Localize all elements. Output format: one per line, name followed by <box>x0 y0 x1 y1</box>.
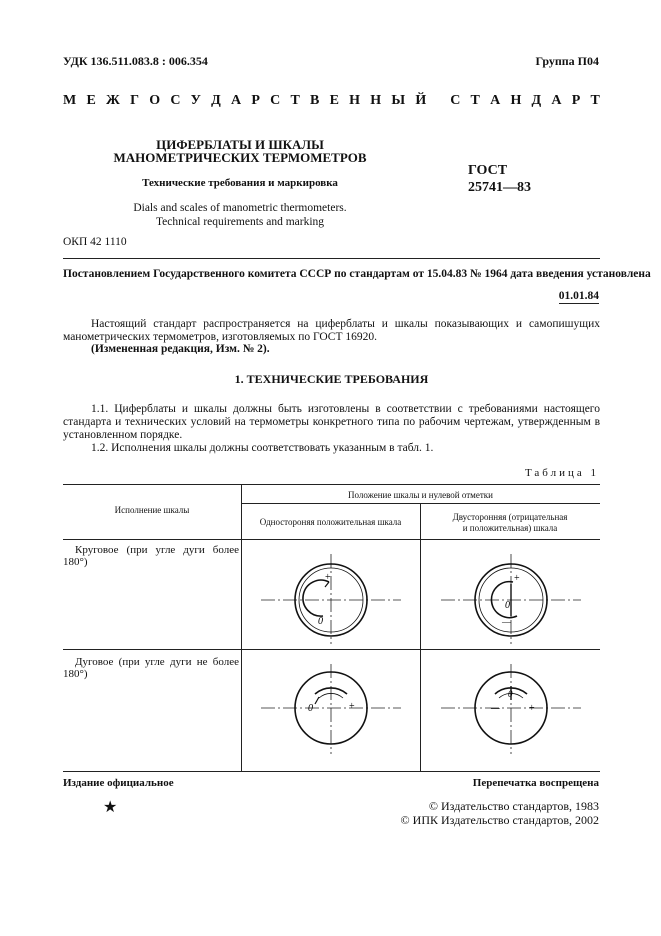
banner-letter: А <box>551 93 562 108</box>
clause-1-2: 1.2. Исполнения шкалы должны соответствовать указанным в табл. 1. <box>91 442 434 454</box>
reprint-prohibited: Перепечатка воспрещена <box>472 777 599 789</box>
section-title: 1. ТЕХНИЧЕСКИЕ ТРЕБОВАНИЯ <box>234 372 429 386</box>
intro-paragraph: Настоящий стандарт распространяется на циферблаты и шкалы показывающих и самопишущих манометрических термометров, изготовляемых по ГОСТ 16920. <box>63 318 600 343</box>
banner-letter: М <box>63 93 77 108</box>
copyright-1983: © Издательство стандартов, 1983 <box>428 799 599 813</box>
banner-letter: Т <box>590 93 600 108</box>
banner-letter: С <box>450 93 461 108</box>
plus-mark: + <box>325 572 331 583</box>
table-col-divider-2 <box>420 503 421 772</box>
official-edition: Издание официальное <box>63 777 174 789</box>
banner-letter: А <box>490 93 501 108</box>
group-code: Группа П04 <box>535 54 599 68</box>
minus-mark: — <box>491 703 500 713</box>
gost-number: 25741—83 <box>468 180 531 195</box>
subtitle-english-line-1: Dials and scales of manometric thermometers. <box>133 202 347 214</box>
row-label-arc: Дуговое (при угле дуги не более 180°) <box>63 656 239 680</box>
okp-code: ОКП 42 1110 <box>63 236 127 248</box>
plus-mark: + <box>529 703 535 714</box>
header-position: Положение шкалы и нулевой отметки <box>347 490 493 500</box>
banner-letter: У <box>190 93 201 108</box>
gost-label: ГОСТ <box>468 163 508 178</box>
revision-note: (Измененная редакция, Изм. № 2). <box>91 343 270 355</box>
banner-letter: Е <box>86 93 96 108</box>
header-two-sided <box>420 512 600 534</box>
table-row-divider <box>63 649 600 650</box>
banner-letter: Ж <box>106 93 120 108</box>
plus-mark: + <box>514 573 520 584</box>
banner-letter: Р <box>251 93 260 108</box>
udk-code: УДК 136.511.083.8 : 006.354 <box>63 54 208 68</box>
table-caption: Таблица 1 <box>524 467 599 479</box>
star-icon: ★ <box>103 799 118 816</box>
zero-mark: 0 <box>508 689 513 699</box>
banner-letter: Т <box>470 93 480 108</box>
table-1 <box>63 484 600 772</box>
dial-circular-two-sided <box>441 554 581 644</box>
dial-arc-two-sided <box>441 664 581 754</box>
minus-mark: — <box>502 617 511 627</box>
banner-letter: А <box>231 93 242 108</box>
banner-letter: Д <box>211 93 221 108</box>
dial-arc-one-sided <box>261 664 401 754</box>
zero-mark: 0 <box>318 616 323 627</box>
dial-circular-one-sided <box>261 554 401 644</box>
banner-letter: О <box>149 93 161 108</box>
copyright-2002: © ИПК Издательство стандартов, 2002 <box>400 813 599 827</box>
banner-letter: Е <box>329 93 339 108</box>
table-header-bottom <box>63 539 600 540</box>
banner-letter: Т <box>290 93 300 108</box>
decree-text: Постановлением Государственного комитета СССР по стандартам от 15.04.83 № 1964 дата введения установлена <box>63 268 651 280</box>
header-two-sided-line-1: Двусторонняя (отрицательная <box>452 512 568 522</box>
banner-letter: Й <box>415 93 427 108</box>
banner-letter: Д <box>531 93 542 108</box>
plus-mark: + <box>349 701 355 712</box>
decree-date: 01.01.84 <box>558 290 599 302</box>
banner-letter: С <box>170 93 181 108</box>
row-label-circular: Круговое (при угле дуги более 180°) <box>63 544 239 568</box>
subtitle-russian: Технические требования и маркировка <box>142 177 338 189</box>
subtitle-english <box>63 201 417 229</box>
table-border-bottom <box>63 771 600 772</box>
gost-designation <box>468 162 531 196</box>
banner-letter: Ы <box>391 93 406 108</box>
banner-letter: Р <box>571 93 581 108</box>
zero-mark: 0 <box>505 600 510 611</box>
header-one-sided: Одностороняя положительная шкала <box>259 517 402 527</box>
banner-letter: Н <box>370 93 382 108</box>
banner-letter: В <box>310 93 320 108</box>
clause-1-1: 1.1. Циферблаты и шкалы должны быть изготовлены в соответствии с требованиями настоящего стандарта и технических условий на термометры конкретного типа по рабочим чертежам, утвержденным в установленном порядке. <box>63 403 600 441</box>
banner-letter <box>436 93 440 109</box>
header-execution: Исполнение шкалы <box>114 505 190 515</box>
divider-top <box>63 258 600 259</box>
table-border-top <box>63 484 600 485</box>
banner-letter: С <box>270 93 281 108</box>
header-two-sided-line-2: и положительная) шкала <box>462 523 558 533</box>
document-title: ЦИФЕРБЛАТЫ И ШКАЛЫ МАНОМЕТРИЧЕСКИХ ТЕРМОМЕТРОВ <box>113 137 367 165</box>
standard-banner <box>63 93 600 109</box>
banner-letter: Г <box>130 93 139 108</box>
zero-mark: 0 <box>308 703 313 714</box>
banner-letter: Н <box>349 93 361 108</box>
banner-letter: Н <box>510 93 522 108</box>
subtitle-english-line-2: Technical requirements and marking <box>155 216 325 228</box>
